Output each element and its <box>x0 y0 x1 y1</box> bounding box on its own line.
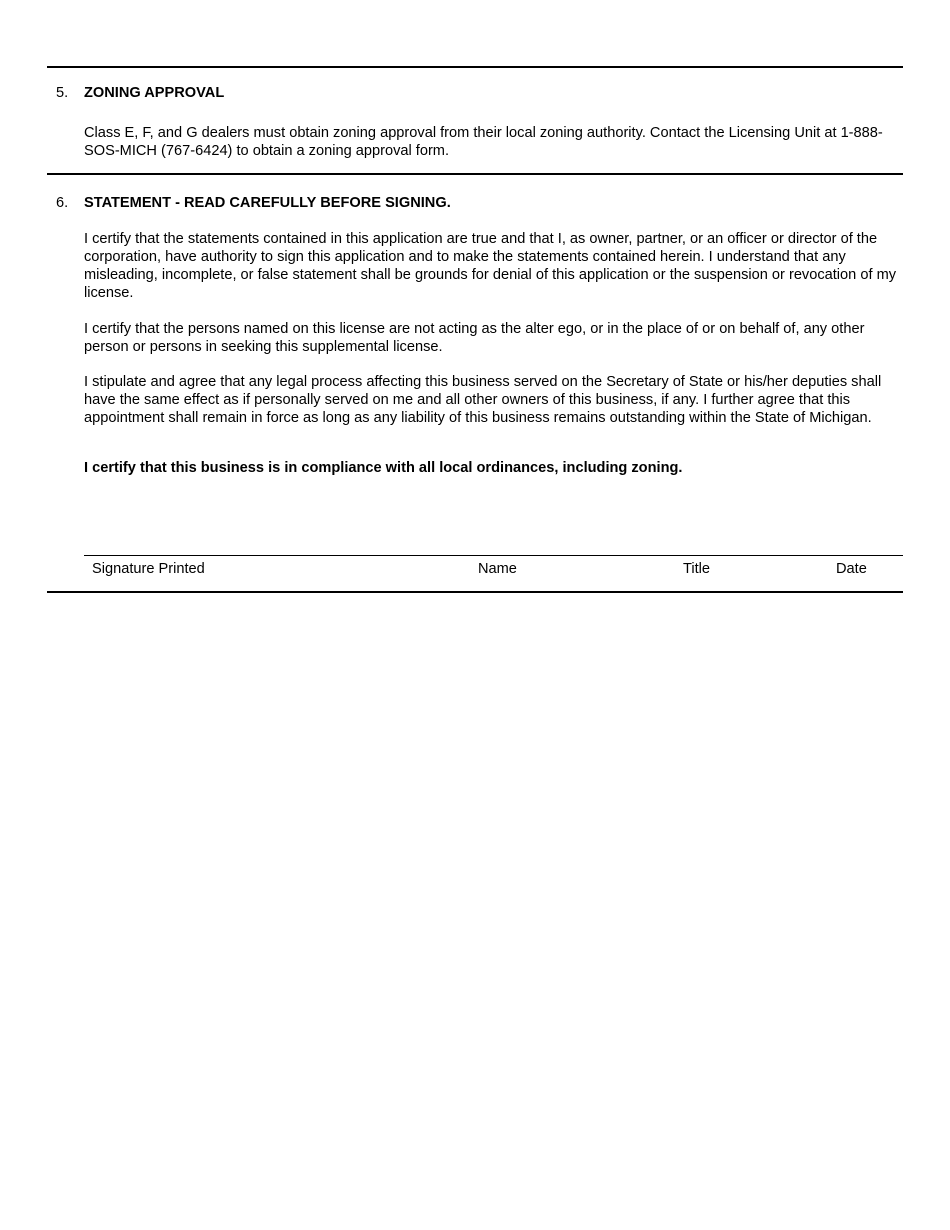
signature-line <box>84 555 903 556</box>
zoning-approval-paragraph: Class E, F, and G dealers must obtain zoning approval from their local zoning authority. Contact the Licensing Unit at 1-888-SOS-MICH (767-6424) to obtain a zoning approval form. <box>84 125 883 159</box>
legal-process-paragraph: I stipulate and agree that any legal process affecting this business served on the Secretary of State or his/her deputies shall have the same effect as if personally served on me and all other owners of this business, if any. I further agree that this appointment shall remain in force as long as any liability of this business remains outstanding within the State of Michigan. <box>84 374 882 426</box>
section-5-title: ZONING APPROVAL <box>84 85 225 101</box>
zoning-compliance-statement: I certify that this business is in compliance with all local ordinances, including zoning. <box>84 460 683 476</box>
title-label: Title <box>683 561 711 577</box>
section-5-number: 5. <box>56 85 69 101</box>
alter-ego-paragraph: I certify that the persons named on this license are not acting as the alter ego, or in the place of or on behalf of, any other person or persons in seeking this supplemental license. <box>84 321 865 355</box>
section-divider-top <box>47 66 903 68</box>
section-6-number: 6. <box>56 195 69 211</box>
certify-statements-paragraph: I certify that the statements contained in this application are true and that I, as owner, partner, or an officer or director of the corporation, have authority to sign this application and to make the statements contained herein. I understand that any misleading, incomplete, or false statement shall be grounds for denial of this application or the suspension or revocation of my license. <box>84 231 897 301</box>
section-divider-middle <box>47 173 903 175</box>
name-label: Name <box>478 561 517 577</box>
section-divider-bottom <box>47 591 903 593</box>
section-6-title: STATEMENT - READ CAREFULLY BEFORE SIGNING. <box>84 195 451 211</box>
signature-printed-label: Signature Printed <box>92 561 205 577</box>
date-label: Date <box>836 561 867 577</box>
